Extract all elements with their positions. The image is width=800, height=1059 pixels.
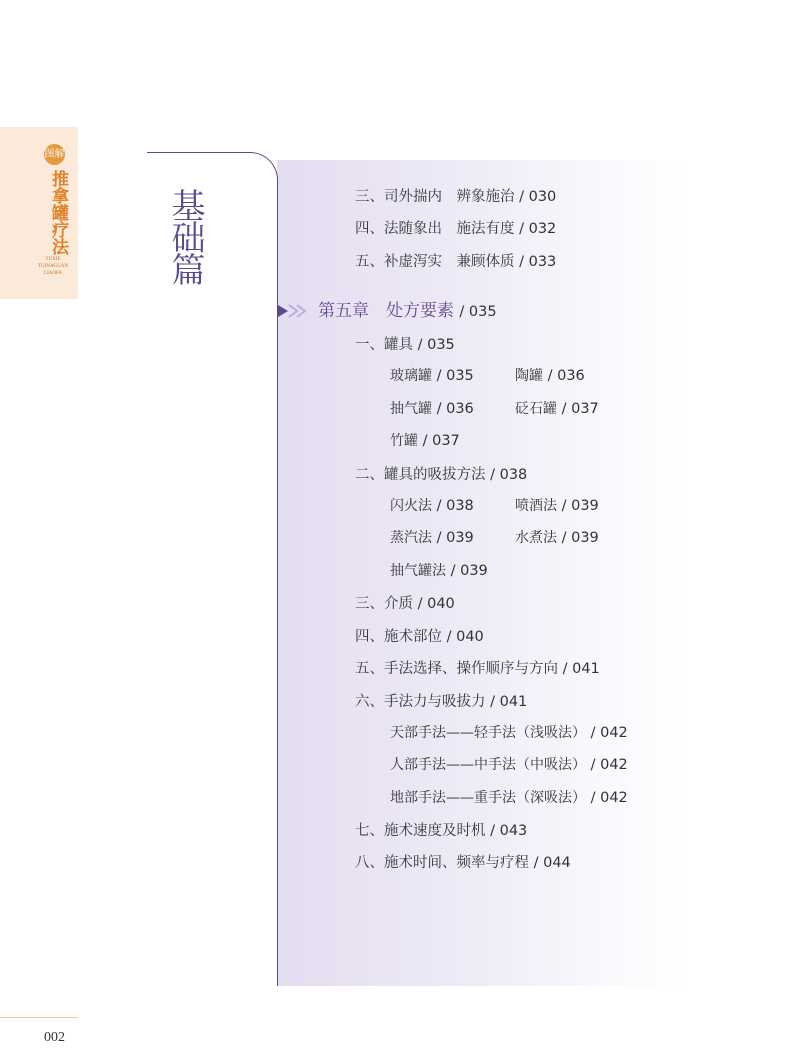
toc-entry-page: / 040 (417, 596, 455, 612)
toc-entry[interactable] (355, 690, 527, 711)
footer-rule (0, 1017, 78, 1018)
toc-subentry[interactable] (390, 495, 474, 515)
toc-entry-page: / 037 (422, 433, 460, 449)
toc-entry-page: / 037 (561, 401, 599, 417)
toc-subentry[interactable] (390, 365, 474, 385)
toc-entry-label: 人部手法——中手法（中吸法） (390, 757, 586, 773)
toc-entry-label: 五、补虚泻实 兼顾体质 (355, 254, 515, 270)
toc-entry-label: 竹罐 (390, 433, 418, 449)
toc-entry[interactable] (355, 333, 455, 354)
toc-entry-label: 天部手法——轻手法（浅吸法） (390, 725, 586, 741)
page-number: 002 (44, 1030, 65, 1045)
toc-entry-page: / 038 (490, 467, 528, 483)
toc-entry-label: 八、施术时间、频率与疗程 (355, 855, 529, 871)
chapter-title: 第五章 处方要素 (318, 301, 454, 321)
toc-entry-page: / 035 (436, 368, 474, 384)
toc-entry-page: / 039 (436, 530, 474, 546)
toc-entry-label: 一、罐具 (355, 337, 413, 353)
toc-entry[interactable] (355, 592, 455, 613)
toc-entry-label: 陶罐 (515, 368, 543, 384)
toc-entry[interactable] (355, 657, 600, 678)
toc-entry[interactable] (355, 851, 571, 872)
toc-entry-label: 抽气罐 (390, 401, 432, 417)
pinyin-line: TUXIE (45, 257, 61, 262)
toc-subentry[interactable] (515, 398, 599, 418)
toc-entry-label: 七、施术速度及时机 (355, 823, 486, 839)
toc-entry[interactable] (355, 625, 484, 646)
toc-entry-page: / 041 (490, 694, 528, 710)
toc-entry-label: 闪火法 (390, 498, 432, 514)
toc-entry-page: / 035 (417, 337, 455, 353)
toc-subentry[interactable] (390, 430, 460, 450)
toc-entry-label: 四、施术部位 (355, 629, 442, 645)
toc-entry-page: / 042 (590, 725, 628, 741)
toc-entry-label: 水煮法 (515, 530, 557, 546)
toc-entry-label: 玻璃罐 (390, 368, 432, 384)
toc-entry[interactable] (355, 819, 527, 840)
toc-entry[interactable] (355, 217, 556, 238)
toc-entry-label: 四、法随象出 施法有度 (355, 221, 515, 237)
toc-entry-page: / 038 (436, 498, 474, 514)
toc-entry-page: / 044 (533, 855, 571, 871)
pinyin-line: TUINAGUAN (38, 264, 68, 269)
toc-entry-label: 五、手法选择、操作顺序与方向 (355, 661, 558, 677)
book-title-pinyin (30, 256, 76, 277)
toc-entry-page: / 042 (590, 757, 628, 773)
toc-entry-page: / 039 (561, 498, 599, 514)
toc-entry-label: 三、介质 (355, 596, 413, 612)
toc-entry[interactable] (355, 250, 556, 271)
toc-entry[interactable] (355, 463, 527, 484)
toc-subentry[interactable] (515, 527, 599, 547)
toc-entry-label: 地部手法——重手法（深吸法） (390, 790, 586, 806)
toc-entry-label: 抽气罐法 (390, 563, 446, 579)
toc-entry-label: 喷酒法 (515, 498, 557, 514)
toc-entry-page: / 036 (436, 401, 474, 417)
toc-subentry[interactable] (390, 527, 474, 547)
toc-entry-page: / 039 (561, 530, 599, 546)
chapter-arrow-icon (278, 303, 312, 319)
toc-entry-label: 三、司外揣内 辨象施治 (355, 189, 515, 205)
chapter-heading[interactable] (278, 296, 497, 321)
toc-entry-page: / 030 (519, 189, 557, 205)
toc-subentry[interactable] (390, 754, 628, 774)
toc-subentry[interactable] (390, 722, 628, 742)
toc-subentry[interactable] (390, 398, 474, 418)
toc-entry-page: / 036 (547, 368, 585, 384)
toc-subentry[interactable] (515, 365, 585, 385)
toc-entry-page: / 032 (519, 221, 557, 237)
book-title: 推拿罐疗法 (48, 170, 68, 255)
toc-entry[interactable] (355, 185, 556, 206)
toc-subentry[interactable] (390, 787, 628, 807)
toc-entry-label: 砭石罐 (515, 401, 557, 417)
toc-entry-label: 六、手法力与吸拔力 (355, 694, 486, 710)
toc-entry-page: / 040 (446, 629, 484, 645)
toc-entry-page: / 033 (519, 254, 557, 270)
toc-entry-label: 蒸汽法 (390, 530, 432, 546)
toc-entry-page: / 039 (450, 563, 488, 579)
toc-subentry[interactable] (390, 560, 488, 580)
toc-entry-page: / 042 (590, 790, 628, 806)
toc-entry-page: / 043 (490, 823, 528, 839)
section-title: 基础篇 (165, 188, 205, 284)
toc-entry-page: / 041 (562, 661, 600, 677)
pinyin-line: LIAOFA (44, 271, 62, 276)
chapter-page: / 035 (459, 304, 497, 320)
book-badge: 图解 (44, 144, 65, 165)
toc-subentry[interactable] (515, 495, 599, 515)
toc-entry-label: 二、罐具的吸拔方法 (355, 467, 486, 483)
